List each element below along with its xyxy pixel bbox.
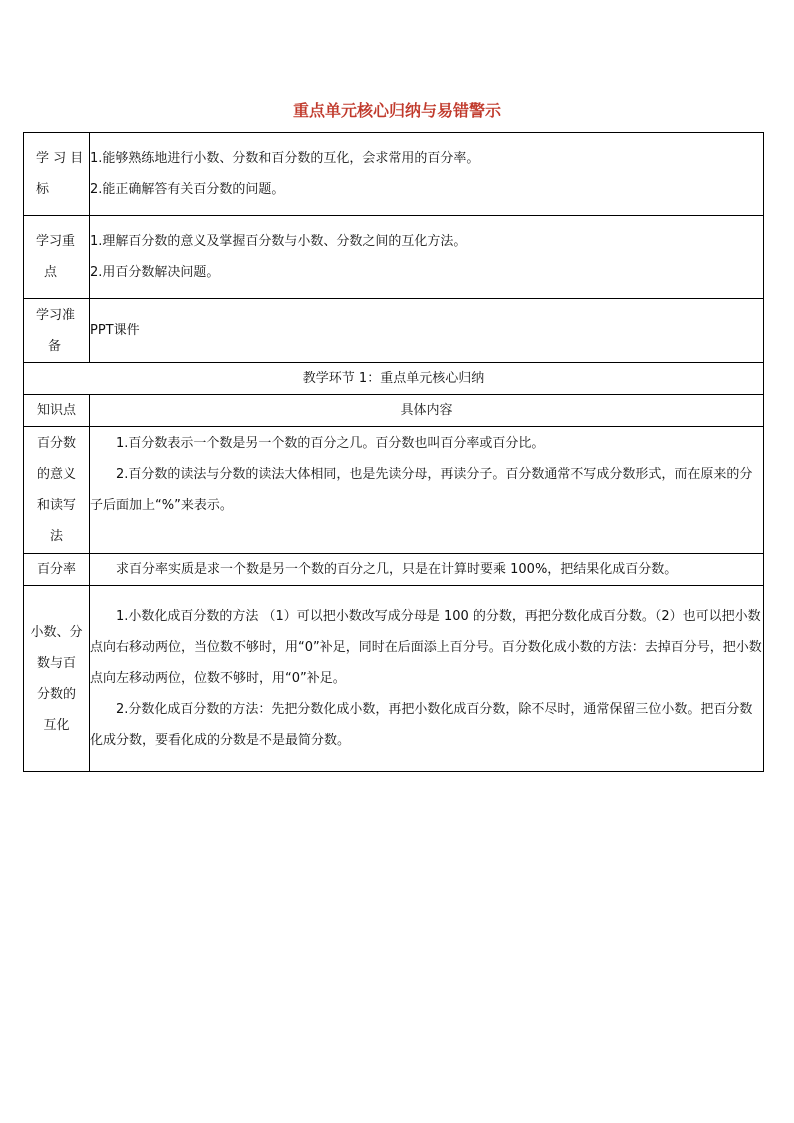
objectives-label: [24, 133, 90, 216]
lesson-plan-table: [23, 132, 764, 772]
key-points-label: [24, 216, 90, 299]
key-points-content: [90, 216, 764, 299]
conversion-row: [24, 586, 764, 772]
meaning-row: [24, 427, 764, 554]
conversion-content: [90, 586, 764, 772]
key-point-item: 2.用百分数解决问题。: [90, 265, 220, 280]
key-points-label-line-2: 点: [44, 265, 58, 280]
conversion-label-line: 小数、分: [30, 624, 83, 640]
meaning-label-line: 法: [49, 529, 63, 544]
objective-item: 1.能够熟练地进行小数、分数和百分数的互化，会求常用的百分率。: [90, 151, 480, 166]
conversion-label: [24, 586, 90, 772]
conversion-label-line: 分数的: [36, 686, 76, 702]
conversion-label-line: 互化: [43, 717, 70, 733]
objective-item: 2.能正确解答有关百分数的问题。: [90, 182, 285, 197]
preparation-row: [24, 299, 764, 363]
preparation-label-line-2: 备: [48, 338, 62, 354]
meaning-label-line: 的意义: [36, 467, 76, 482]
column-header-content: 具体内容: [90, 395, 764, 427]
rate-row: [24, 554, 764, 586]
conversion-paragraph-2: 2.分数化成百分数的方法：先把分数化成小数，再把小数化成百分数，除不尽时，通常保留三位小数。把百分数化成分数，要看化成的分数是不是最简分数。: [90, 702, 753, 748]
meaning-content: [90, 427, 764, 554]
objectives-content: [90, 133, 764, 216]
key-point-item: 1.理解百分数的意义及掌握百分数与小数、分数之间的互化方法。: [90, 234, 467, 249]
column-header-row: [24, 395, 764, 427]
section-header: 教学环节 1：重点单元核心归纳: [24, 363, 764, 395]
conversion-paragraph-1: 1.小数化成百分数的方法 （1）可以把小数改写成分母是 100 的分数，再把分数化成百分数。（2）也可以把小数点向右移动两位，当位数不够时，用“0”补足，同时在后面添上百分号。百分数化成小数的方法：去掉百分号，把小数点向左移动两位，位数不够时，用“0”补足。: [90, 609, 762, 686]
preparation-label: [24, 299, 90, 363]
column-header-knowledge: 知识点: [24, 395, 90, 427]
rate-content: 求百分率实质是求一个数是另一个数的百分之几，只是在计算时要乘 100%，把结果化成百分数。: [90, 554, 764, 586]
objectives-row: [24, 133, 764, 216]
preparation-content: PPT课件: [90, 299, 764, 363]
rate-label: 百分率: [24, 554, 90, 586]
meaning-label-line: 和读写: [36, 498, 76, 513]
meaning-paragraph-2: 2.百分数的读法与分数的读法大体相同，也是先读分母，再读分子。百分数通常不写成分数形式，而在原来的分子后面加上“%”来表示。: [90, 467, 753, 513]
key-points-row: [24, 216, 764, 299]
meaning-label-line: 百分数: [36, 436, 76, 451]
key-points-label-line-1: 学习重: [36, 234, 76, 249]
document-title: 重点单元核心归纳与易错警示: [292, 101, 501, 120]
meaning-paragraph-1: 1.百分数表示一个数是另一个数的百分之几。百分数也叫百分率或百分比。: [116, 436, 545, 451]
objectives-label-line-2: 标: [36, 182, 50, 197]
preparation-label-line-1: 学习准: [36, 307, 76, 323]
objectives-label-line-1: 学 习 目: [36, 151, 84, 166]
meaning-label: [24, 427, 90, 554]
conversion-label-line: 数与百: [36, 655, 76, 671]
section-header-row: [24, 363, 764, 395]
